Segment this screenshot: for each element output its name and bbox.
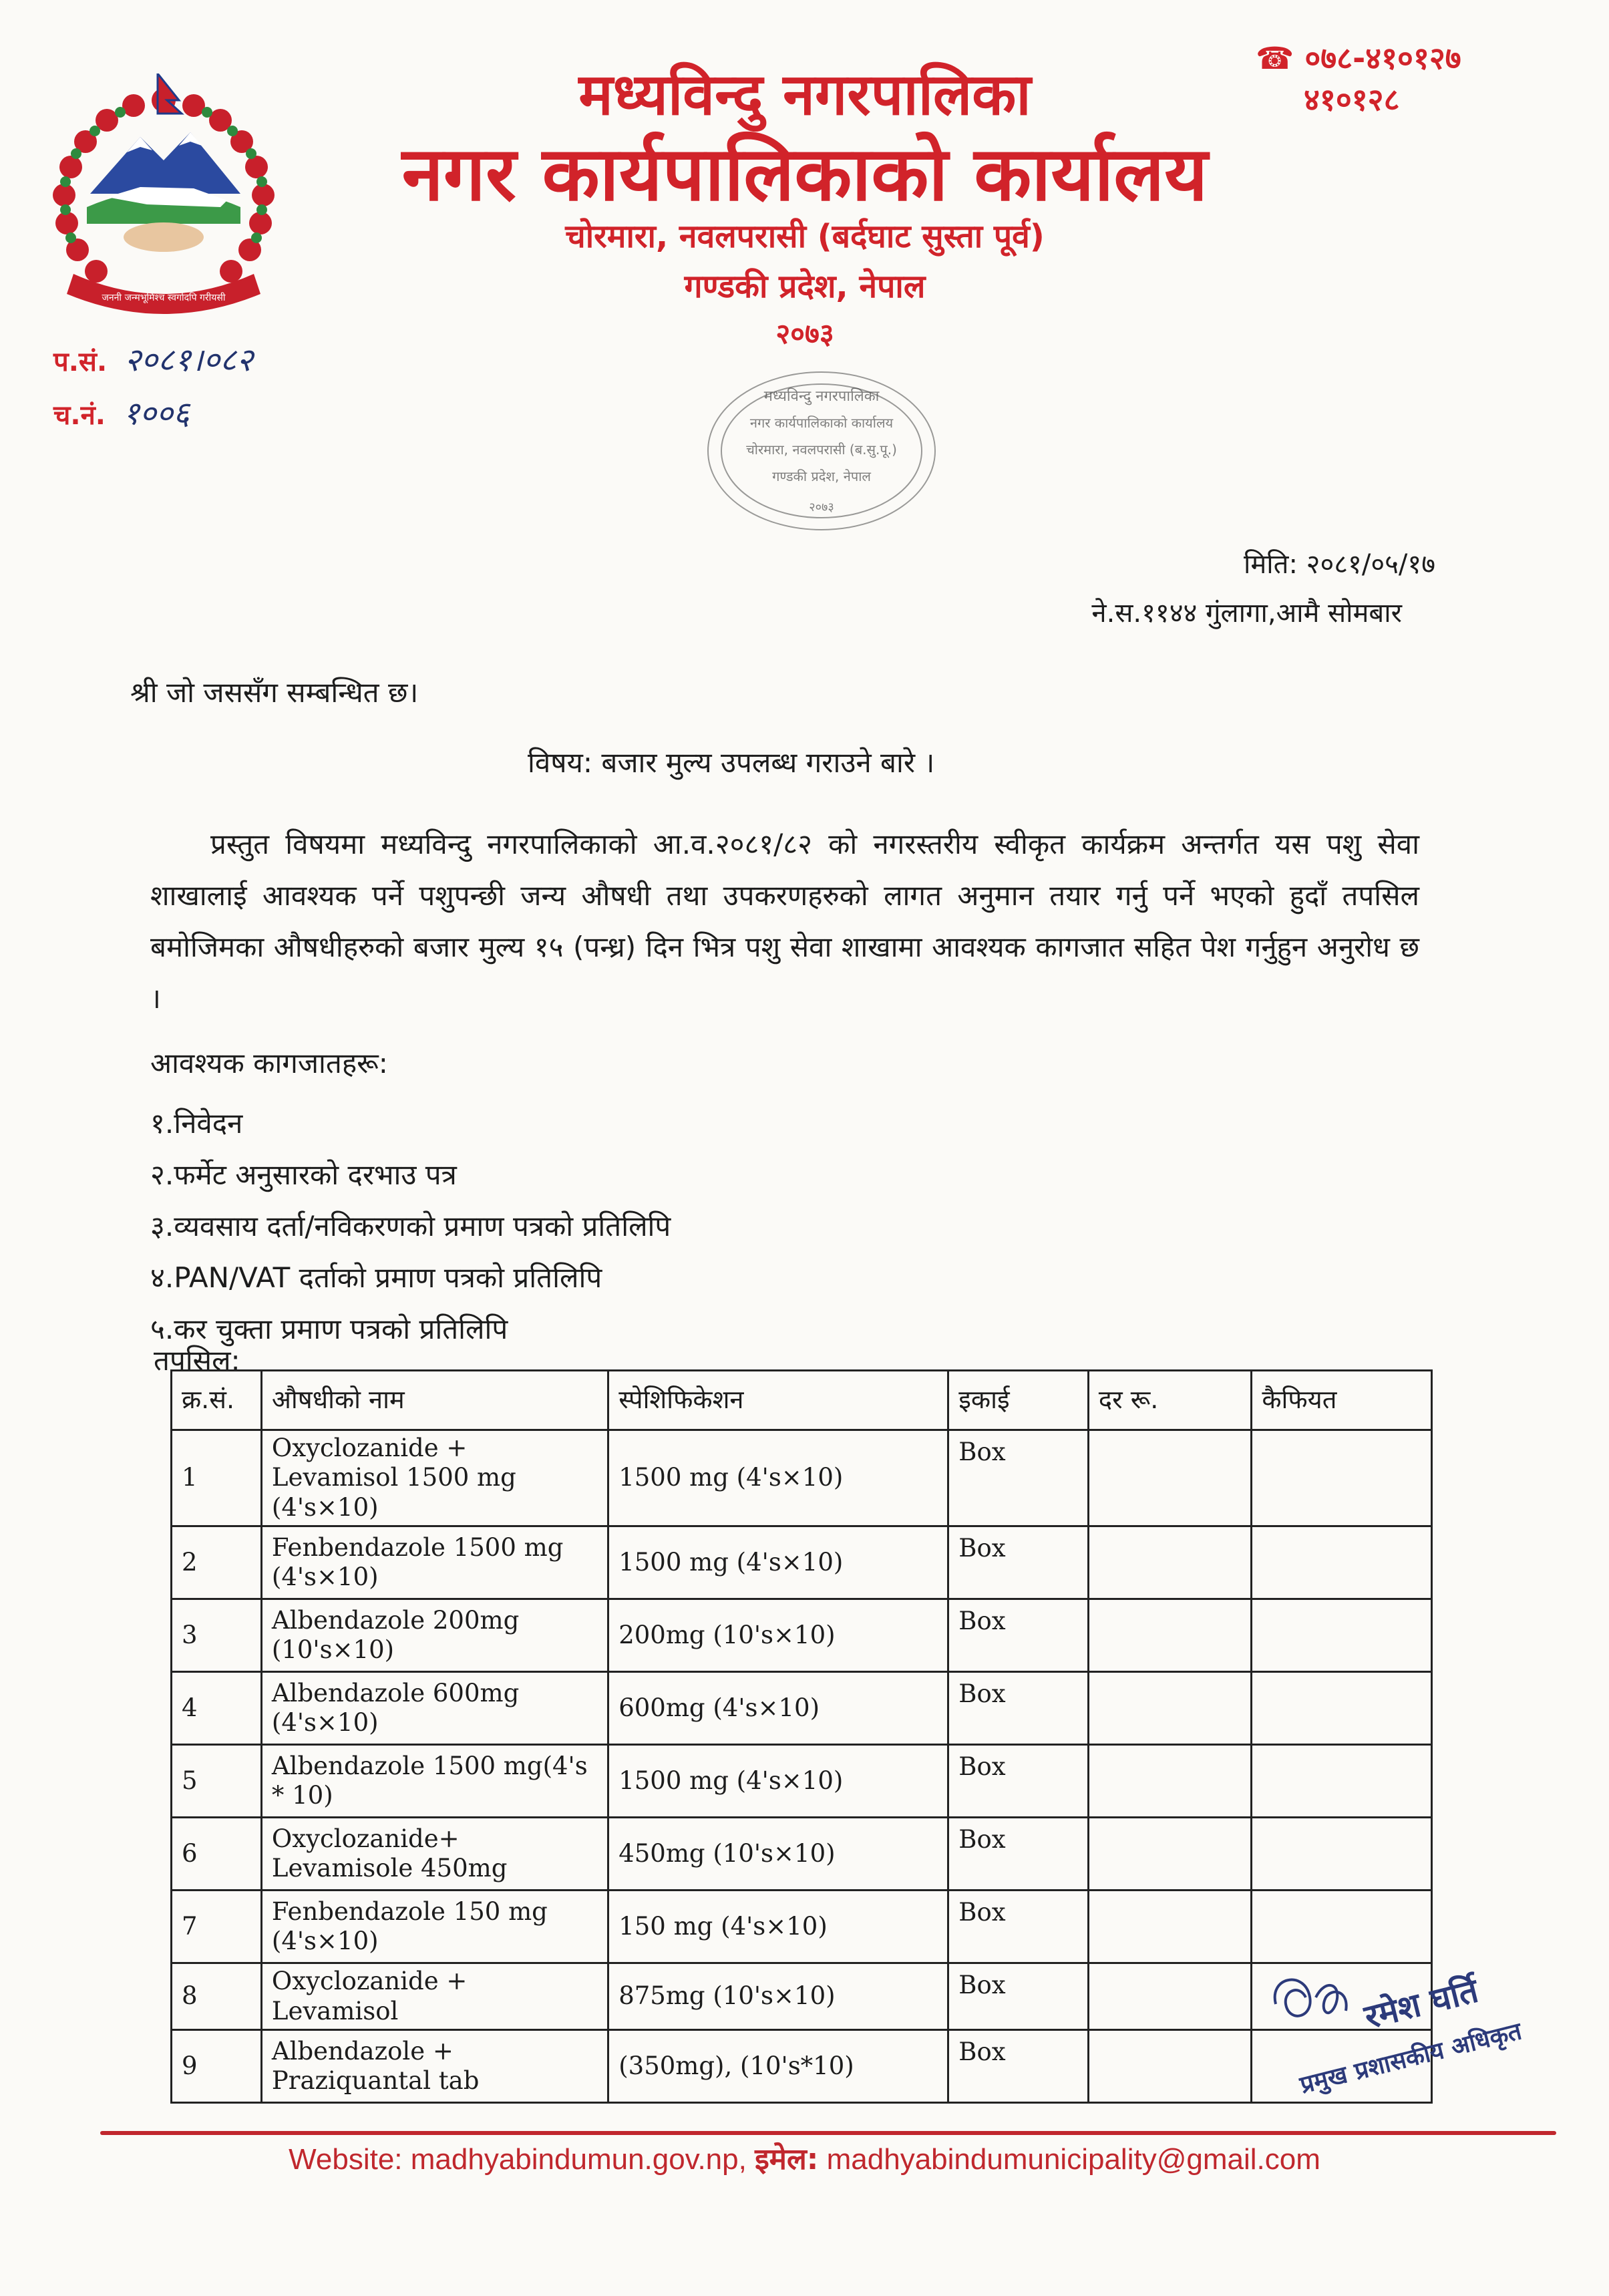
municipality-name: मध्यविन्दु नगरपालिका xyxy=(578,61,1031,128)
header-rate: दर रू. xyxy=(1088,1371,1251,1430)
cell-unit: Box xyxy=(948,1745,1089,1818)
cell-unit: Box xyxy=(948,1526,1089,1599)
cell-specification: 150 mg (4's×10) xyxy=(608,1891,948,1963)
cell-unit: Box xyxy=(948,1430,1089,1526)
cell-serial: 4 xyxy=(172,1672,262,1745)
cell-serial: 8 xyxy=(172,1963,262,2030)
chalani-number xyxy=(53,391,190,434)
signatory-name: रमेश घर्ति xyxy=(1361,1971,1482,2037)
nepal-emblem-icon xyxy=(27,73,301,334)
table-caption: तपसिल: xyxy=(154,1344,240,1377)
table-header-row xyxy=(172,1371,1432,1430)
cell-serial: 2 xyxy=(172,1526,262,1599)
header-unit: इकाई xyxy=(948,1371,1089,1430)
addressee: श्री जो जससँग सम्बन्धित छ। xyxy=(130,676,419,709)
email-label: इमेल: xyxy=(755,2142,819,2176)
chalani-number-value: १००६ xyxy=(122,395,190,432)
website-link[interactable]: madhyabindumun.gov.np, xyxy=(410,2143,747,2176)
cell-rate xyxy=(1088,1526,1251,1599)
established-year: २०७३ xyxy=(775,317,834,350)
requirement-item: ५.कर चुक्ता प्रमाण पत्रको प्रतिलिपि xyxy=(150,1313,508,1345)
patra-sankhya-value: २०८१।०८२ xyxy=(124,341,254,379)
phone-number-1: ०७८-४१०१२७ xyxy=(1304,40,1461,76)
cell-rate xyxy=(1088,1599,1251,1672)
footer-contact xyxy=(0,2138,1609,2178)
cell-remarks xyxy=(1252,1745,1432,1818)
cell-specification: 450mg (10's×10) xyxy=(608,1818,948,1891)
stamp-line-2: नगर कार्यपालिकाको कार्यालय xyxy=(749,415,894,431)
cell-medicine-name: Albendazole 600mg (4's×10) xyxy=(261,1672,608,1745)
subject-line: विषय: बजार मुल्य उपलब्ध गराउने बारे । xyxy=(528,746,935,779)
cell-serial: 6 xyxy=(172,1818,262,1891)
requirements-list xyxy=(150,1104,671,1361)
nepal-sambat-date: ने.स.११४४ गुंलागा,आमै सोमबार xyxy=(1091,598,1402,629)
cell-medicine-name: Fenbendazole 1500 mg (4's×10) xyxy=(261,1526,608,1599)
cell-serial: 1 xyxy=(172,1430,262,1526)
signatory-title: प्रमुख प्रशासकीय अधिकृत xyxy=(1297,2017,1525,2100)
cell-remarks xyxy=(1252,1891,1432,1963)
stamp-line-4: गण्डकी प्रदेश, नेपाल xyxy=(772,468,871,484)
cell-rate xyxy=(1088,1745,1251,1818)
office-name: नगर कार्यपालिकाको कार्यालय xyxy=(401,131,1208,218)
cell-specification: 1500 mg (4's×10) xyxy=(608,1430,948,1526)
cell-unit: Box xyxy=(948,1672,1089,1745)
cell-unit: Box xyxy=(948,1963,1089,2030)
cell-medicine-name: Albendazole 1500 mg(4's * 10) xyxy=(261,1745,608,1818)
cell-specification: 1500 mg (4's×10) xyxy=(608,1526,948,1599)
cell-serial: 7 xyxy=(172,1891,262,1963)
cell-remarks xyxy=(1252,1430,1432,1526)
patra-sankhya xyxy=(53,337,253,381)
table-row xyxy=(172,1599,1432,1672)
cell-rate xyxy=(1088,2029,1251,2102)
cell-serial: 3 xyxy=(172,1599,262,1672)
cell-specification: 1500 mg (4's×10) xyxy=(608,1745,948,1818)
website-label: Website: xyxy=(289,2143,403,2176)
cell-specification: 875mg (10's×10) xyxy=(608,1963,948,2030)
office-province: गण्डकी प्रदेश, नेपाल xyxy=(684,268,926,305)
cell-rate xyxy=(1088,1963,1251,2030)
stamp-line-3: चोरमारा, नवलपरासी (ब.सु.पू.) xyxy=(746,442,897,458)
office-stamp xyxy=(695,361,948,541)
cell-specification: (350mg), (10's*10) xyxy=(608,2029,948,2102)
header-serial: क्र.सं. xyxy=(172,1371,262,1430)
patra-sankhya-label: प.सं. xyxy=(53,347,108,377)
table-row xyxy=(172,1818,1432,1891)
header-remarks: कैफियत xyxy=(1252,1371,1432,1430)
telephone-icon: ☎ xyxy=(1256,40,1294,76)
phone-number-2: ४१०१२८ xyxy=(1304,81,1400,118)
body-paragraph: प्रस्तुत विषयमा मध्यविन्दु नगरपालिकाको आ.व.२०८१/८२ को नगरस्तरीय स्वीकृत कार्यक्रम अन्तर्गत यस पशु सेवा शाखालाई आवश्यक पर्ने पशुपन्छी जन्य औषधी तथा उपकरणहरुको लागत अनुमान तयार गर्नु पर्ने भएको हुदाँ तपसिल बमोजिमका औषधीहरुको बजार मुल्य १५ (पन्ध्र) दिन भित्र पशु सेवा शाखामा आवश्यक कागजात सहित पेश गर्नुहुन अनुरोध छ । xyxy=(150,828,1419,1015)
cell-remarks xyxy=(1252,1526,1432,1599)
office-address: चोरमारा, नवलपरासी (बर्दघाट सुस्ता पूर्व) xyxy=(565,218,1045,255)
cell-medicine-name: Oxyclozanide+ Levamisole 450mg xyxy=(261,1818,608,1891)
signature-stamp xyxy=(1262,1957,1570,2111)
cell-rate xyxy=(1088,1818,1251,1891)
table-row xyxy=(172,1963,1432,2030)
table-row xyxy=(172,1672,1432,1745)
stamp-line-5: २०७३ xyxy=(809,500,834,514)
cell-medicine-name: Albendazole 200mg (10's×10) xyxy=(261,1599,608,1672)
requirement-item: ३.व्यवसाय दर्ता/नविकरणको प्रमाण पत्रको प्रतिलिपि xyxy=(150,1210,671,1243)
cell-unit: Box xyxy=(948,1891,1089,1963)
table-row xyxy=(172,1745,1432,1818)
footer-divider xyxy=(100,2131,1556,2135)
medicine-table xyxy=(170,1369,1433,2104)
requirements-heading: आवश्यक कागजातहरू: xyxy=(150,1047,388,1080)
table-row xyxy=(172,1430,1432,1526)
stamp-line-1: मध्यविन्दु नगरपालिका xyxy=(763,388,880,405)
email-link[interactable]: madhyabindumunicipality@gmail.com xyxy=(826,2143,1320,2176)
cell-remarks xyxy=(1252,1599,1432,1672)
table-row xyxy=(172,2029,1432,2102)
header-medicine-name: औषधीको नाम xyxy=(261,1371,608,1430)
cell-rate xyxy=(1088,1891,1251,1963)
requirement-item: २.फर्मेट अनुसारको दरभाउ पत्र xyxy=(150,1158,457,1191)
cell-medicine-name: Fenbendazole 150 mg (4's×10) xyxy=(261,1891,608,1963)
cell-remarks xyxy=(1252,1672,1432,1745)
cell-specification: 200mg (10's×10) xyxy=(608,1599,948,1672)
cell-serial: 5 xyxy=(172,1745,262,1818)
cell-remarks xyxy=(1252,1818,1432,1891)
header-specification: स्पेशिफिकेशन xyxy=(608,1371,948,1430)
cell-rate xyxy=(1088,1672,1251,1745)
requirement-item: ४.PAN/VAT दर्ताको प्रमाण पत्रको प्रतिलिपि xyxy=(150,1261,602,1294)
cell-rate xyxy=(1088,1430,1251,1526)
requirement-item: १.निवेदन xyxy=(150,1107,243,1140)
cell-unit: Box xyxy=(948,2029,1089,2102)
letter-date: मिति: २०८१/०५/१७ xyxy=(1244,549,1435,580)
cell-unit: Box xyxy=(948,1599,1089,1672)
phone-block xyxy=(1256,37,1523,120)
cell-serial: 9 xyxy=(172,2029,262,2102)
table-row xyxy=(172,1891,1432,1963)
cell-medicine-name: Oxyclozanide + Levamisol 1500 mg (4's×10) xyxy=(261,1430,608,1526)
cell-medicine-name: Albendazole + Praziquantal tab xyxy=(261,2029,608,2102)
cell-unit: Box xyxy=(948,1818,1089,1891)
chalani-number-label: च.नं. xyxy=(53,400,106,431)
table-row xyxy=(172,1526,1432,1599)
cell-medicine-name: Oxyclozanide + Levamisol xyxy=(261,1963,608,2030)
emblem-ribbon-text: जननी जन्मभूमिश्च स्वर्गादपि गरीयसी xyxy=(102,293,226,303)
cell-specification: 600mg (4's×10) xyxy=(608,1672,948,1745)
